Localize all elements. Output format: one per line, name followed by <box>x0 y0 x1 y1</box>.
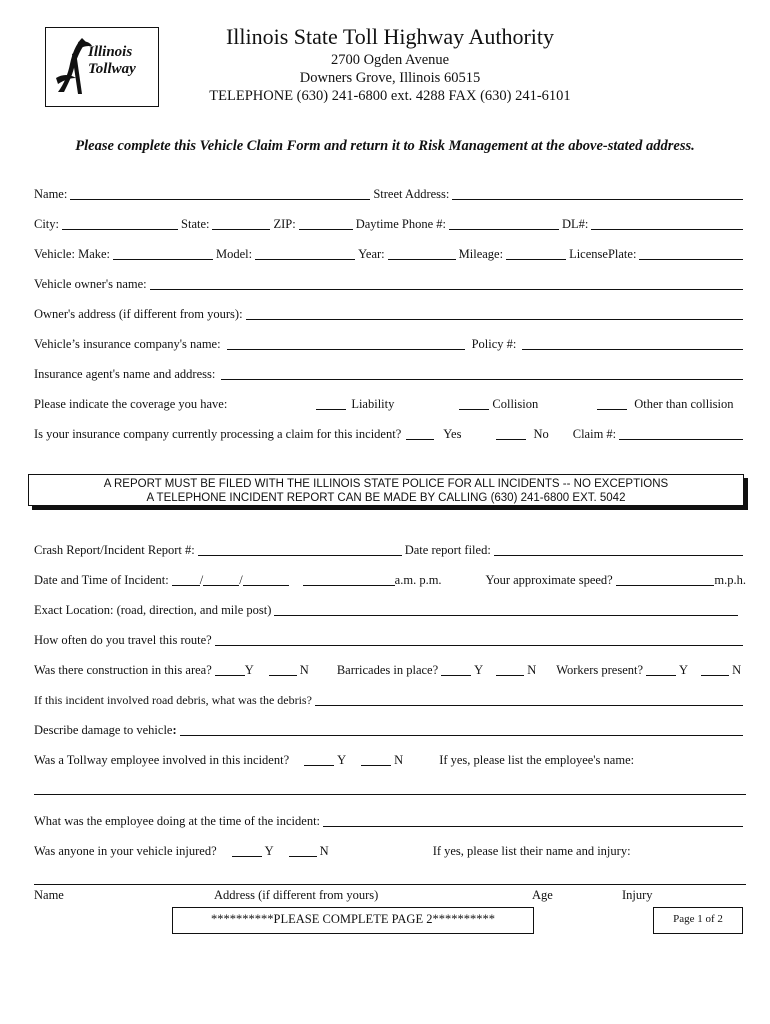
how-often-label: How often do you travel this route? <box>34 633 212 647</box>
incident-month-field[interactable] <box>172 573 200 586</box>
city-label: City: <box>34 217 60 231</box>
mph-label: m.p.h. <box>714 573 746 587</box>
address-line-1: 2700 Ogden Avenue <box>330 52 450 68</box>
speed-label: Your approximate speed? <box>485 573 613 587</box>
logo-line-2: Tollway <box>88 61 136 77</box>
agent-label: Insurance agent's name and address: <box>34 367 216 381</box>
date-slash-2: / <box>239 573 243 587</box>
construction-n-label: N <box>299 663 309 677</box>
injured-y-label: Y <box>264 844 274 858</box>
workers-label: Workers present? <box>556 663 644 677</box>
row-owner-address <box>34 304 746 322</box>
row-city-state <box>34 214 746 232</box>
incident-time-field[interactable] <box>303 573 395 586</box>
injury-col-age: Age <box>532 888 553 902</box>
speed-field[interactable] <box>616 573 715 586</box>
name-field[interactable] <box>70 187 370 200</box>
model-field[interactable] <box>255 247 355 260</box>
injured-yes-field[interactable] <box>232 844 262 857</box>
row-damage <box>34 720 746 738</box>
injury-col-injury: Injury <box>622 888 653 902</box>
insurance-company-field[interactable] <box>227 337 465 350</box>
agent-field[interactable] <box>221 367 743 380</box>
row-how-often <box>34 630 746 648</box>
logo-line-1: Illinois <box>88 44 133 60</box>
injured-list-field[interactable] <box>34 884 746 885</box>
workers-n-label: N <box>732 663 742 677</box>
employee-yes-field[interactable] <box>304 753 334 766</box>
no-label: No <box>533 427 549 441</box>
claim-field[interactable] <box>619 427 743 440</box>
incident-day-field[interactable] <box>203 573 239 586</box>
name-label: Name: <box>34 187 68 201</box>
row-date-time <box>34 570 746 588</box>
year-field[interactable] <box>388 247 456 260</box>
mileage-label: Mileage: <box>458 247 504 261</box>
construction-no-field[interactable] <box>269 663 297 676</box>
construction-y-label: Y <box>244 663 254 677</box>
year-label: Year: <box>358 247 385 261</box>
collision-checkbox[interactable] <box>459 397 489 410</box>
daytime-phone-label: Daytime Phone #: <box>355 217 446 231</box>
barricades-n-label: N <box>527 663 537 677</box>
license-plate-field[interactable] <box>639 247 743 260</box>
logo-wordmark <box>88 44 136 78</box>
ampm-label: a.m. p.m. <box>394 573 442 587</box>
injured-no-field[interactable] <box>289 844 317 857</box>
injured-n-label: N <box>319 844 329 858</box>
barricades-y-label: Y <box>474 663 484 677</box>
row-insurance <box>34 334 746 352</box>
workers-yes-field[interactable] <box>646 663 676 676</box>
zip-field[interactable] <box>299 217 353 230</box>
street-address-label: Street Address: <box>373 187 450 201</box>
policy-field[interactable] <box>522 337 743 350</box>
construction-label: Was there construction in this area? <box>34 663 212 677</box>
employee-y-label: Y <box>337 753 347 767</box>
dl-field[interactable] <box>591 217 743 230</box>
row-crash-report <box>34 540 746 558</box>
employee-n-label: N <box>394 753 404 767</box>
row-owner-name <box>34 274 746 292</box>
owner-name-label: Vehicle owner's name: <box>34 277 147 291</box>
police-report-notice <box>28 474 750 510</box>
row-name-address <box>34 184 746 202</box>
employee-involved-label: Was a Tollway employee involved in this incident? <box>34 753 290 767</box>
row-agent <box>34 364 746 382</box>
complete-page-2-notice: **********PLEASE COMPLETE PAGE 2********** <box>172 907 534 934</box>
crash-report-field[interactable] <box>198 543 402 556</box>
location-label: Exact Location: (road, direction, and mile post) <box>34 603 272 617</box>
barricades-yes-field[interactable] <box>441 663 471 676</box>
date-time-label: Date and Time of Incident: <box>34 573 169 587</box>
owner-name-field[interactable] <box>150 277 743 290</box>
policy-label: Policy #: <box>471 337 517 351</box>
row-employee-involved <box>34 750 746 768</box>
claim-label: Claim #: <box>572 427 617 441</box>
date-filed-field[interactable] <box>494 543 743 556</box>
page-number: Page 1 of 2 <box>653 907 743 934</box>
street-address-field[interactable] <box>452 187 743 200</box>
row-employee-doing <box>34 811 746 829</box>
employee-doing-label: What was the employee doing at the time of the incident: <box>34 814 321 828</box>
row-vehicle <box>34 244 746 262</box>
row-coverage <box>34 394 746 412</box>
daytime-phone-field[interactable] <box>449 217 559 230</box>
zip-label: ZIP: <box>273 217 296 231</box>
owner-address-field[interactable] <box>246 307 743 320</box>
owner-address-label: Owner's address (if different from yours): <box>34 307 243 321</box>
page-title: Illinois State Toll Highway Authority <box>225 24 555 49</box>
model-label: Model: <box>216 247 253 261</box>
workers-y-label: Y <box>679 663 689 677</box>
license-plate-label: LicensePlate: <box>569 247 637 261</box>
collision-label: Collision <box>492 397 539 411</box>
debris-label: If this incident involved road debris, what was the debris? <box>34 693 312 707</box>
other-than-collision-checkbox[interactable] <box>597 397 627 410</box>
row-location <box>34 600 746 618</box>
workers-no-field[interactable] <box>701 663 729 676</box>
state-field[interactable] <box>212 217 270 230</box>
liability-label: Liability <box>351 397 395 411</box>
damage-label: Describe damage to vehicle <box>34 723 173 737</box>
injured-list-label: If yes, please list their name and injury: <box>432 844 631 858</box>
date-slash-1: / <box>199 573 204 587</box>
tollway-logo <box>45 27 159 107</box>
injured-label: Was anyone in your vehicle injured? <box>34 844 217 858</box>
injury-col-name: Name <box>34 888 64 902</box>
vehicle-make-label: Vehicle: Make: <box>34 247 111 261</box>
notice-line-1: A REPORT MUST BE FILED WITH THE ILLINOIS STATE POLICE FOR ALL INCIDENTS -- NO EXCEPTIONS <box>103 478 669 490</box>
injury-col-address: Address (if different from yours) <box>214 888 379 902</box>
employee-doing-field[interactable] <box>323 814 743 827</box>
processing-yes-field[interactable] <box>406 427 434 440</box>
yes-label: Yes <box>443 427 462 441</box>
other-than-collision-label: Other than collision <box>634 397 734 411</box>
row-processing-claim <box>34 424 746 442</box>
insurance-company-label: Vehicle’s insurance company's name: <box>34 337 221 351</box>
processing-no-field[interactable] <box>496 427 526 440</box>
incident-year-field[interactable] <box>243 573 289 586</box>
date-filed-label: Date report filed: <box>404 543 491 557</box>
employee-name-field[interactable] <box>34 794 746 795</box>
row-debris <box>34 690 746 708</box>
crash-report-label: Crash Report/Incident Report #: <box>34 543 195 557</box>
state-label: State: <box>181 217 210 231</box>
notice-line-2: A TELEPHONE INCIDENT REPORT CAN BE MADE BY CALLING (630) 241-6800 EXT. 5042 <box>146 492 626 504</box>
phone-fax-line: TELEPHONE (630) 241-6800 ext. 4288 FAX (630) 241-6101 <box>209 88 571 104</box>
city-field[interactable] <box>62 217 178 230</box>
how-often-field[interactable] <box>215 633 743 646</box>
construction-yes-field[interactable] <box>215 663 245 676</box>
processing-claim-label: Is your insurance company currently processing a claim for this incident? <box>34 427 402 441</box>
row-construction <box>34 660 746 678</box>
coverage-label: Please indicate the coverage you have: <box>34 397 228 411</box>
form-instruction: Please complete this Vehicle Claim Form and return it to Risk Management at the above-stated address. <box>75 138 695 154</box>
barricades-no-field[interactable] <box>496 663 524 676</box>
damage-colon: : <box>172 723 177 737</box>
dl-label: DL#: <box>561 217 589 231</box>
barricades-label: Barricades in place? <box>336 663 439 677</box>
debris-field[interactable] <box>315 693 743 706</box>
employee-name-label: If yes, please list the employee's name: <box>439 753 635 767</box>
address-line-2: Downers Grove, Illinois 60515 <box>299 70 481 86</box>
employee-no-field[interactable] <box>361 753 391 766</box>
vehicle-make-field[interactable] <box>113 247 213 260</box>
row-injured <box>34 841 746 859</box>
mileage-field[interactable] <box>506 247 566 260</box>
liability-checkbox[interactable] <box>316 397 346 410</box>
damage-field[interactable] <box>180 723 743 736</box>
location-field[interactable] <box>274 603 738 616</box>
